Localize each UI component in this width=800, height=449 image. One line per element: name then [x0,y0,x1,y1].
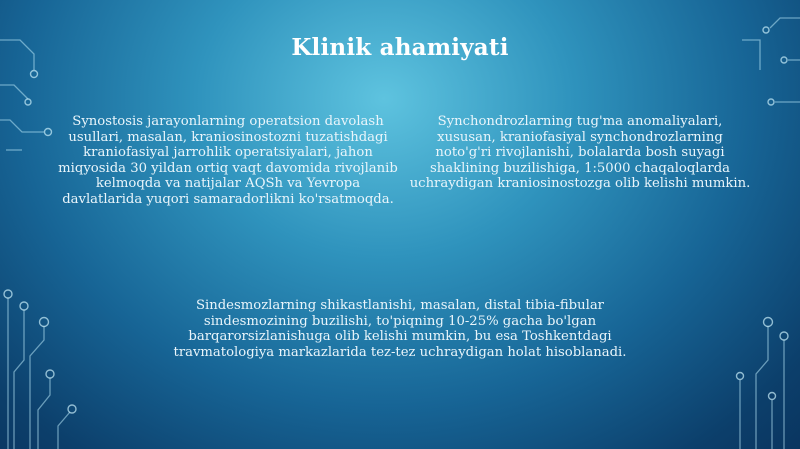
paragraph-syndesmosis: Sindesmozlarning shikastlanishi, masalan, distal tibia-fibular sindesmozining buzilishi, to'piqning 10-25% gacha bo'lgan barqarorsizlanishuga olib kelishi mumkin, bu esa Toshkentdagi travmatologiya markazlarida tez-tez uchraydigan holat hisoblanadi. [173,298,627,360]
slide-title: Klinik ahamiyati [291,34,509,61]
paragraph-synchondrosis: Synchondrozlarning tug'ma anomaliyalari, xususan, kraniofasiyal synchondrozlarning noto'g'ri rivojlanishi, bolalarda bosh suyagi shaklining buzilishiga, 1:5000 chaqaloqlarda uchraydigan kraniosinostozga olib kelishi mumkin. [409,114,751,192]
paragraph-synostosis: Synostosis jarayonlarning operatsion davolash usullari, masalan, kraniosinostozni tuzatishdagi kraniofasiyal jarrohlik operatsiyalari, jahon miqyosida 30 yildan ortiq vaqt davomida rivojlanib kelmoqda va natijalar AQSh va Yevropa davlatlarida yuqori samaradorlikni ko'rsatmoqda. [58,114,398,207]
